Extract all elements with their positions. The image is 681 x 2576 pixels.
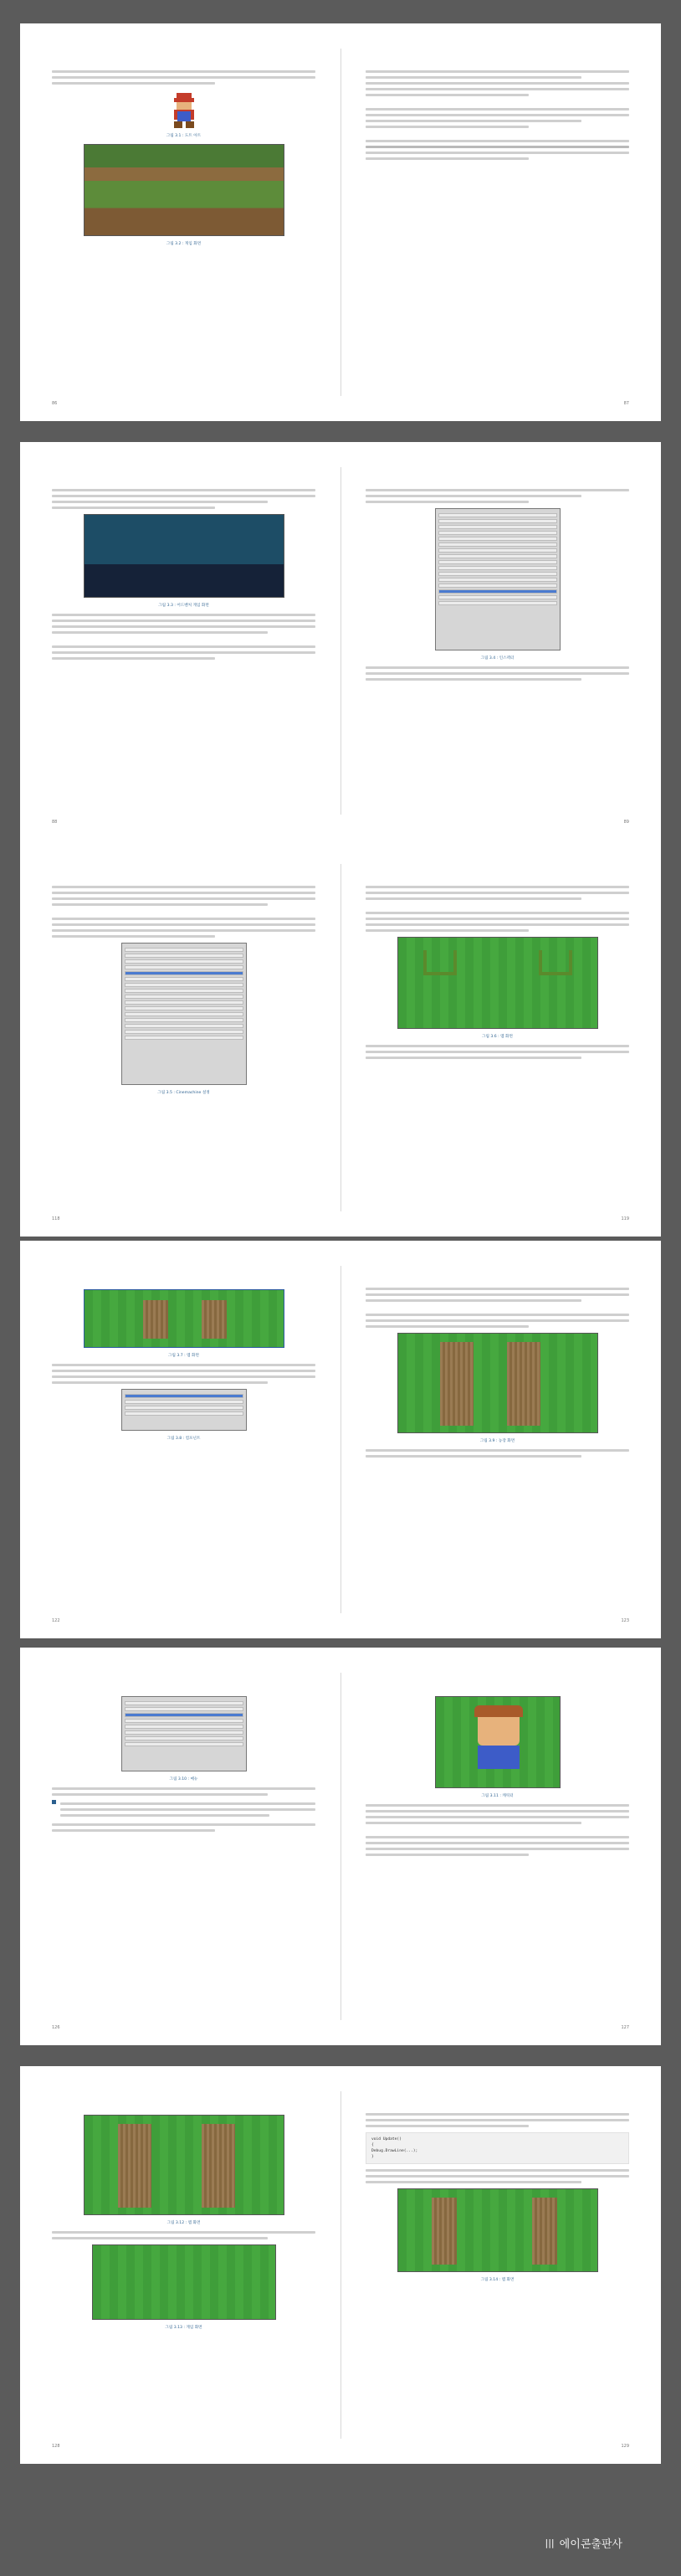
page-123 [340, 1241, 661, 1638]
figure-caption: 그림 3.14 : 맵 화면 [480, 2278, 515, 2282]
page-number: 89 [623, 820, 629, 825]
page-number: 127 [621, 2025, 629, 2030]
page-number: 129 [621, 2444, 629, 2449]
figure-caption: 그림 3.3 : 어드벤처 게임 화면 [158, 604, 209, 608]
page-126 [20, 1648, 340, 2045]
page-86 [20, 23, 340, 421]
page-number: 87 [623, 401, 629, 406]
publisher-logo [545, 2535, 622, 2551]
farm-screenshot [397, 1333, 598, 1433]
figure-caption: 그림 3.1 : 도트 아트 [166, 134, 202, 138]
page-number: 86 [52, 401, 58, 406]
page-number: 88 [52, 820, 58, 825]
logo-text: 에이콘출판사 [559, 2538, 622, 2551]
page-number: 119 [621, 1216, 629, 1221]
spread-3 [20, 839, 661, 1237]
code-block: void Update() { Debug.DrawLine(...); } [366, 2132, 629, 2164]
figure-caption: 그림 3.4 : 인스펙터 [480, 656, 515, 661]
map-screenshot [84, 2115, 284, 2215]
map-screenshot [397, 2188, 598, 2272]
figure-caption: 그림 3.2 : 게임 화면 [166, 242, 202, 246]
figure-caption: 그림 3.10 : 메뉴 [169, 1777, 198, 1782]
figure-caption: 그림 3.8 : 컴포넌트 [166, 1437, 201, 1441]
page-number: 122 [52, 1618, 60, 1623]
page-number: 123 [621, 1618, 629, 1623]
figure-caption: 그림 3.12 : 맵 화면 [166, 2221, 201, 2225]
adventure-screenshot [84, 514, 284, 598]
page-number: 126 [52, 2025, 60, 2030]
logo-mark: ||| [545, 2537, 555, 2548]
figure-caption: 그림 3.13 : 게임 화면 [165, 2326, 202, 2330]
spread-1 [20, 23, 661, 421]
inspector-panel [435, 508, 561, 650]
spread-6 [20, 2066, 661, 2464]
figure-caption: 그림 3.7 : 맵 화면 [168, 1354, 199, 1358]
map-screenshot [84, 1289, 284, 1348]
page-88 [20, 442, 340, 840]
character-sprite [435, 1696, 561, 1788]
page-118 [20, 839, 340, 1237]
map-screenshot [397, 937, 598, 1029]
page-128 [20, 2066, 340, 2464]
figure-caption: 그림 3.11 : 캐릭터 [481, 1794, 514, 1798]
game-screenshot [92, 2244, 276, 2320]
inspector-panel [121, 943, 247, 1085]
page-87 [340, 23, 661, 421]
spread-5 [20, 1648, 661, 2045]
spread-2 [20, 442, 661, 840]
page-129 [340, 2066, 661, 2464]
page-122 [20, 1241, 340, 1638]
figure-caption: 그림 3.6 : 맵 화면 [482, 1035, 513, 1039]
note [52, 1799, 315, 1820]
game-screenshot [84, 144, 284, 236]
pixel-character [169, 93, 199, 130]
page-119 [340, 839, 661, 1237]
figure-caption: 그림 3.9 : 농장 화면 [479, 1439, 515, 1443]
component-panel [121, 1389, 247, 1431]
page-number: 128 [52, 2444, 60, 2449]
menu-screenshot [121, 1696, 247, 1771]
page-number: 118 [52, 1216, 60, 1221]
page-127 [340, 1648, 661, 2045]
figure-caption: 그림 3.5 : Cinemachine 설정 [157, 1091, 210, 1095]
page-89 [340, 442, 661, 840]
spread-4 [20, 1241, 661, 1638]
